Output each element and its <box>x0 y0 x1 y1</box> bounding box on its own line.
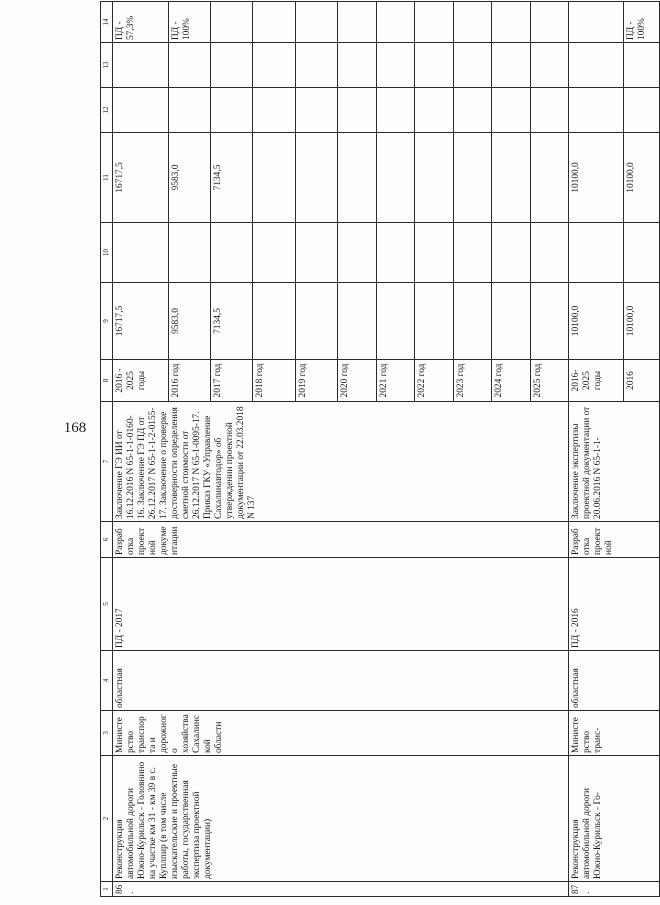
work-kind: Разработка проектной документации <box>113 522 569 558</box>
other-amount <box>295 43 337 88</box>
readiness: ПД - 57,3% <box>113 2 169 43</box>
customer: Министерство транспорта и дорожного хозяйства Сахалинской области <box>113 711 569 756</box>
total-amount <box>492 283 531 360</box>
period: 2017 год <box>211 360 253 402</box>
local-amount <box>453 88 492 133</box>
other-amount <box>253 43 295 88</box>
federal-amount <box>530 223 569 283</box>
stage: ПД - 2016 <box>569 558 660 651</box>
total-amount: 16717,5 <box>113 283 169 360</box>
work-kind: Разработка проектной <box>569 522 660 558</box>
regional-amount: 7134,5 <box>211 133 253 223</box>
federal-amount <box>453 223 492 283</box>
page-number: 168 <box>63 420 87 436</box>
period: 2016 год <box>168 360 210 402</box>
register-table <box>100 1 660 897</box>
regional-amount: 10100,0 <box>569 133 624 223</box>
local-amount <box>168 88 210 133</box>
readiness: ПД - 100% <box>623 2 659 43</box>
total-amount: 9583,0 <box>168 283 210 360</box>
regional-amount <box>295 133 337 223</box>
federal-amount <box>415 223 454 283</box>
basis-documents: Заключение экспертизы проектной документации от 20.06.2016 N 65-1-1- <box>569 402 660 522</box>
period: 2018 год <box>253 360 295 402</box>
local-amount <box>338 88 377 133</box>
local-amount <box>253 88 295 133</box>
local-amount <box>530 88 569 133</box>
readiness <box>376 2 415 43</box>
rotated-table-frame <box>100 2 660 897</box>
row-number: 86. <box>113 882 569 897</box>
period: 2024 год <box>492 360 531 402</box>
local-amount <box>113 88 169 133</box>
total-amount: 10100,0 <box>623 283 659 360</box>
regional-amount <box>253 133 295 223</box>
total-amount <box>253 283 295 360</box>
customer: Министерство транс- <box>569 711 660 756</box>
col-number: 6 <box>101 522 113 558</box>
other-amount <box>415 43 454 88</box>
total-amount <box>453 283 492 360</box>
total-amount: 7134,5 <box>211 283 253 360</box>
regional-amount <box>453 133 492 223</box>
period: 2025 год <box>530 360 569 402</box>
federal-amount <box>295 223 337 283</box>
regional-amount: 9583,0 <box>168 133 210 223</box>
col-number: 7 <box>101 402 113 522</box>
regional-amount <box>338 133 377 223</box>
federal-amount <box>623 223 659 283</box>
readiness <box>569 2 624 43</box>
period: 2016 <box>623 360 659 402</box>
local-amount <box>492 88 531 133</box>
total-amount <box>295 283 337 360</box>
readiness <box>211 2 253 43</box>
federal-amount <box>113 223 169 283</box>
object-name: Реконструкция автомобильной дороги Южно-Курильск - Головнино на участке км 31 - км 39 в с. Куплпир (в том числе изыскательские и проектные работы, государственная экспертиза проектной документации) <box>113 756 569 882</box>
stage: ПД - 2017 <box>113 558 569 651</box>
federal-amount <box>253 223 295 283</box>
ownership: областная <box>569 651 660 711</box>
row-number: 87. <box>569 882 660 897</box>
col-number: 8 <box>101 360 113 402</box>
col-number: 2 <box>101 756 113 882</box>
total-amount <box>415 283 454 360</box>
other-amount <box>492 43 531 88</box>
readiness <box>530 2 569 43</box>
other-amount <box>623 43 659 88</box>
readiness <box>253 2 295 43</box>
period: 2016 - 2025 годы <box>113 360 169 402</box>
total-amount <box>530 283 569 360</box>
total-amount <box>338 283 377 360</box>
col-number: 14 <box>101 2 113 43</box>
col-number: 4 <box>101 651 113 711</box>
other-amount <box>211 43 253 88</box>
column-number-row <box>101 2 113 897</box>
other-amount <box>338 43 377 88</box>
total-amount: 10100,0 <box>569 283 624 360</box>
regional-amount: 10100,0 <box>623 133 659 223</box>
readiness: ПД - 100% <box>168 2 210 43</box>
regional-amount <box>492 133 531 223</box>
col-number: 10 <box>101 223 113 283</box>
readiness <box>415 2 454 43</box>
regional-amount <box>415 133 454 223</box>
federal-amount <box>211 223 253 283</box>
period: 2016-2025 годы <box>569 360 624 402</box>
federal-amount <box>569 223 624 283</box>
col-number: 1 <box>101 882 113 897</box>
regional-amount <box>376 133 415 223</box>
table-row <box>569 2 624 897</box>
local-amount <box>211 88 253 133</box>
period: 2019 год <box>295 360 337 402</box>
period: 2023 год <box>453 360 492 402</box>
readiness <box>295 2 337 43</box>
local-amount <box>569 88 624 133</box>
col-number: 5 <box>101 558 113 651</box>
local-amount <box>415 88 454 133</box>
total-amount <box>376 283 415 360</box>
local-amount <box>623 88 659 133</box>
local-amount <box>376 88 415 133</box>
period: 2022 год <box>415 360 454 402</box>
regional-amount: 16717,5 <box>113 133 169 223</box>
readiness <box>338 2 377 43</box>
table-row <box>113 2 169 897</box>
other-amount <box>168 43 210 88</box>
col-number: 9 <box>101 283 113 360</box>
ownership: областная <box>113 651 569 711</box>
readiness <box>492 2 531 43</box>
readiness <box>453 2 492 43</box>
col-number: 11 <box>101 133 113 223</box>
col-number: 12 <box>101 88 113 133</box>
local-amount <box>295 88 337 133</box>
other-amount <box>376 43 415 88</box>
period: 2021 год <box>376 360 415 402</box>
col-number: 3 <box>101 711 113 756</box>
regional-amount <box>530 133 569 223</box>
federal-amount <box>338 223 377 283</box>
other-amount <box>453 43 492 88</box>
object-name: Реконструкция автомобильной дороги Южно-Курильск - Го- <box>569 756 660 882</box>
col-number: 13 <box>101 43 113 88</box>
other-amount <box>113 43 169 88</box>
other-amount <box>530 43 569 88</box>
federal-amount <box>376 223 415 283</box>
federal-amount <box>492 223 531 283</box>
basis-documents: Заключение ГЭ ИИ от 16.12.2016 N 65-1-1-0160-16. Заключение ГЭ ПД от 26.12.2017 N 65-1-1-2-0155-17. Заключение о проверке достоверности определения сметной стоимости от 26.12.2017 N 65-1-0095-17. Приказ ГКУ «Управление Сахалинавтодор» об утверждении проектной документации от 22.03.2018 N 137 <box>113 402 569 522</box>
federal-amount <box>168 223 210 283</box>
period: 2020 год <box>338 360 377 402</box>
other-amount <box>569 43 624 88</box>
